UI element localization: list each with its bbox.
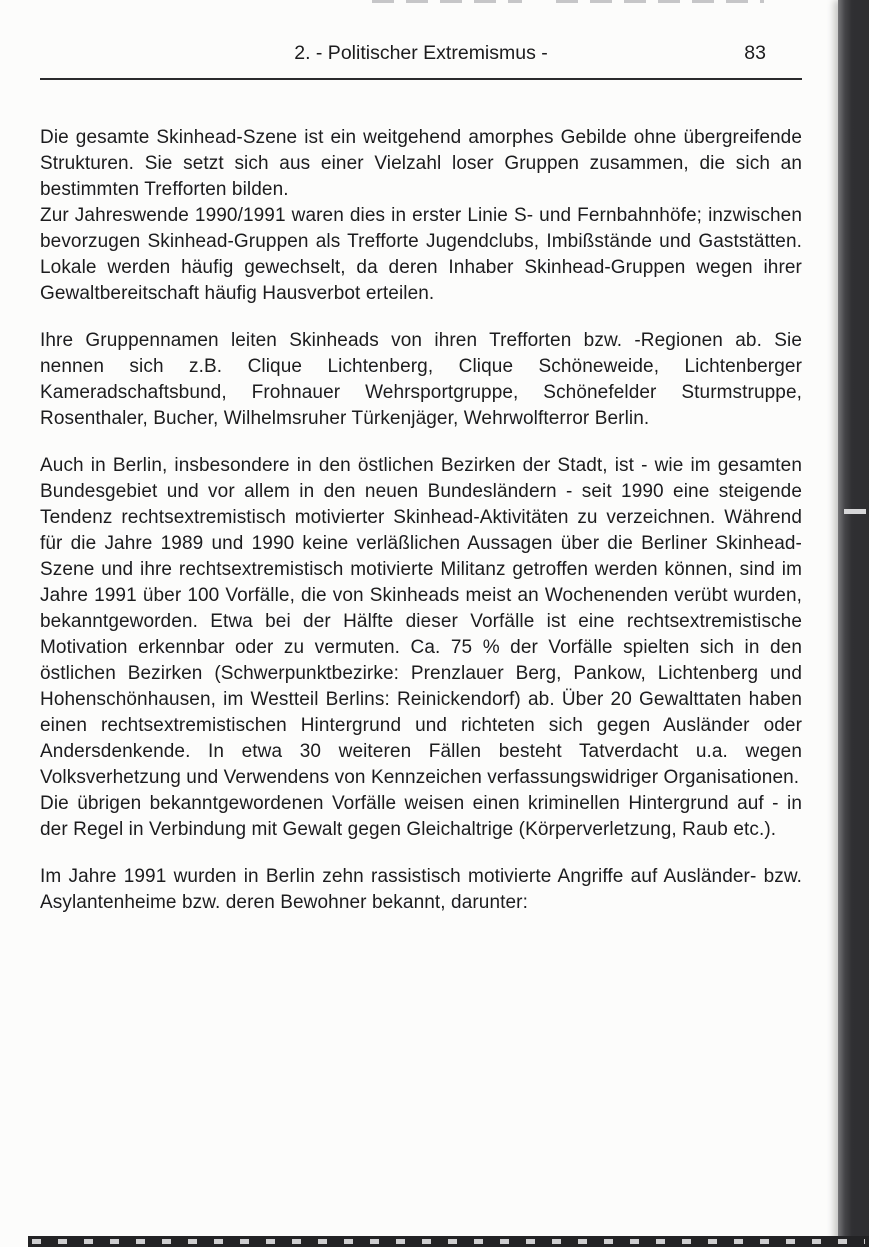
scan-edge-right	[838, 0, 869, 1247]
page-body	[40, 125, 802, 916]
paragraph-angriffe-1991: Im Jahre 1991 wurden in Berlin zehn rassistisch motivierte Angriffe auf Ausländer- bzw. Asylantenheime bzw. deren Bewohner bekannt, darunter:	[40, 866, 802, 913]
page-content	[40, 40, 802, 916]
scan-edge-mark	[844, 509, 866, 514]
page-header	[40, 40, 802, 66]
paragraph-gruppennamen: Ihre Gruppennamen leiten Skinheads von ihren Trefforten bzw. -Regionen ab. Sie nennen sich z.B. Clique Lichtenberg, Clique Schöneweide, Lichtenberger Kameradschaftsbund, Frohnauer Wehrsportgruppe, Schönefelder Sturmstruppe, Rosenthaler, Bucher, Wilhelmsruher Türkenjäger, Wehrwolfterror Berlin.	[40, 330, 802, 429]
paragraph-trefforte: Zur Jahreswende 1990/1991 waren dies in erster Linie S- und Fernbahnhöfe; inzwischen bevorzugen Skinhead-Gruppen als Trefforte Jugendclubs, Imbißstände und Gaststätten. Lokale werden häufig gewechselt, da deren Inhaber Skinhead-Gruppen wegen ihrer Gewaltbereitschaft häufig Hausverbot erteilen.	[40, 205, 802, 304]
header-divider	[40, 78, 802, 80]
paragraph-uebrige-vorfaelle: Die übrigen bekanntgewordenen Vorfälle weisen einen kriminellen Hintergrund auf - in der Regel in Verbindung mit Gewalt gegen Gleichaltrige (Körperverletzung, Raub etc.).	[40, 793, 802, 840]
paragraph-berlin-tendenz: Auch in Berlin, insbesondere in den östlichen Bezirken der Stadt, ist - wie im gesamten Bundesgebiet und vor allem in den neuen Bundesländern - seit 1990 eine steigende Tendenz rechtsextremistisch motivierter Skinhead-Aktivitäten zu verzeichnen. Während für die Jahre 1989 und 1990 keine verläßlichen Aussagen über die Berliner Skinhead-Szene und ihre rechtsextremistisch motivierte Militanz getroffen werden können, sind im Jahre 1991 über 100 Vorfälle, die von Skinheads meist an Wochenenden verübt wurden, bekanntgeworden. Etwa bei der Hälfte dieser Vorfälle ist eine rechtsextremistische Motivation erkennbar oder zu vermuten. Ca. 75 % der Vorfälle spielten sich in den östlichen Bezirken (Schwerpunktbezirke: Prenzlauer Berg, Pankow, Lichtenberg und Hohenschönhausen, im Westteil Berlins: Reinickendorf) ab. Über 20 Gewalttaten haben einen rechtsextremistischen Hintergrund und richteten sich gegen Ausländer oder Andersdenkende. In etwa 30 weiteren Fällen besteht Tatverdacht u.a. wegen Volksverhetzung und Verwendens von Kennzeichen verfassungswidriger Organisationen.	[40, 455, 802, 788]
scan-edge-bottom	[28, 1236, 869, 1247]
chapter-title: 2. - Politischer Extremismus -	[294, 42, 548, 64]
paragraph-skinhead-szene: Die gesamte Skinhead-Szene ist ein weitgehend amorphes Gebilde ohne übergreifende Strukturen. Sie setzt sich aus einer Vielzahl loser Gruppen zusammen, die sich an bestimmten Trefforten bilden.	[40, 127, 802, 200]
scan-artifact-top-dash-right	[556, 0, 764, 3]
scan-artifact-top-dash-left	[372, 0, 522, 3]
page-number: 83	[744, 42, 766, 64]
